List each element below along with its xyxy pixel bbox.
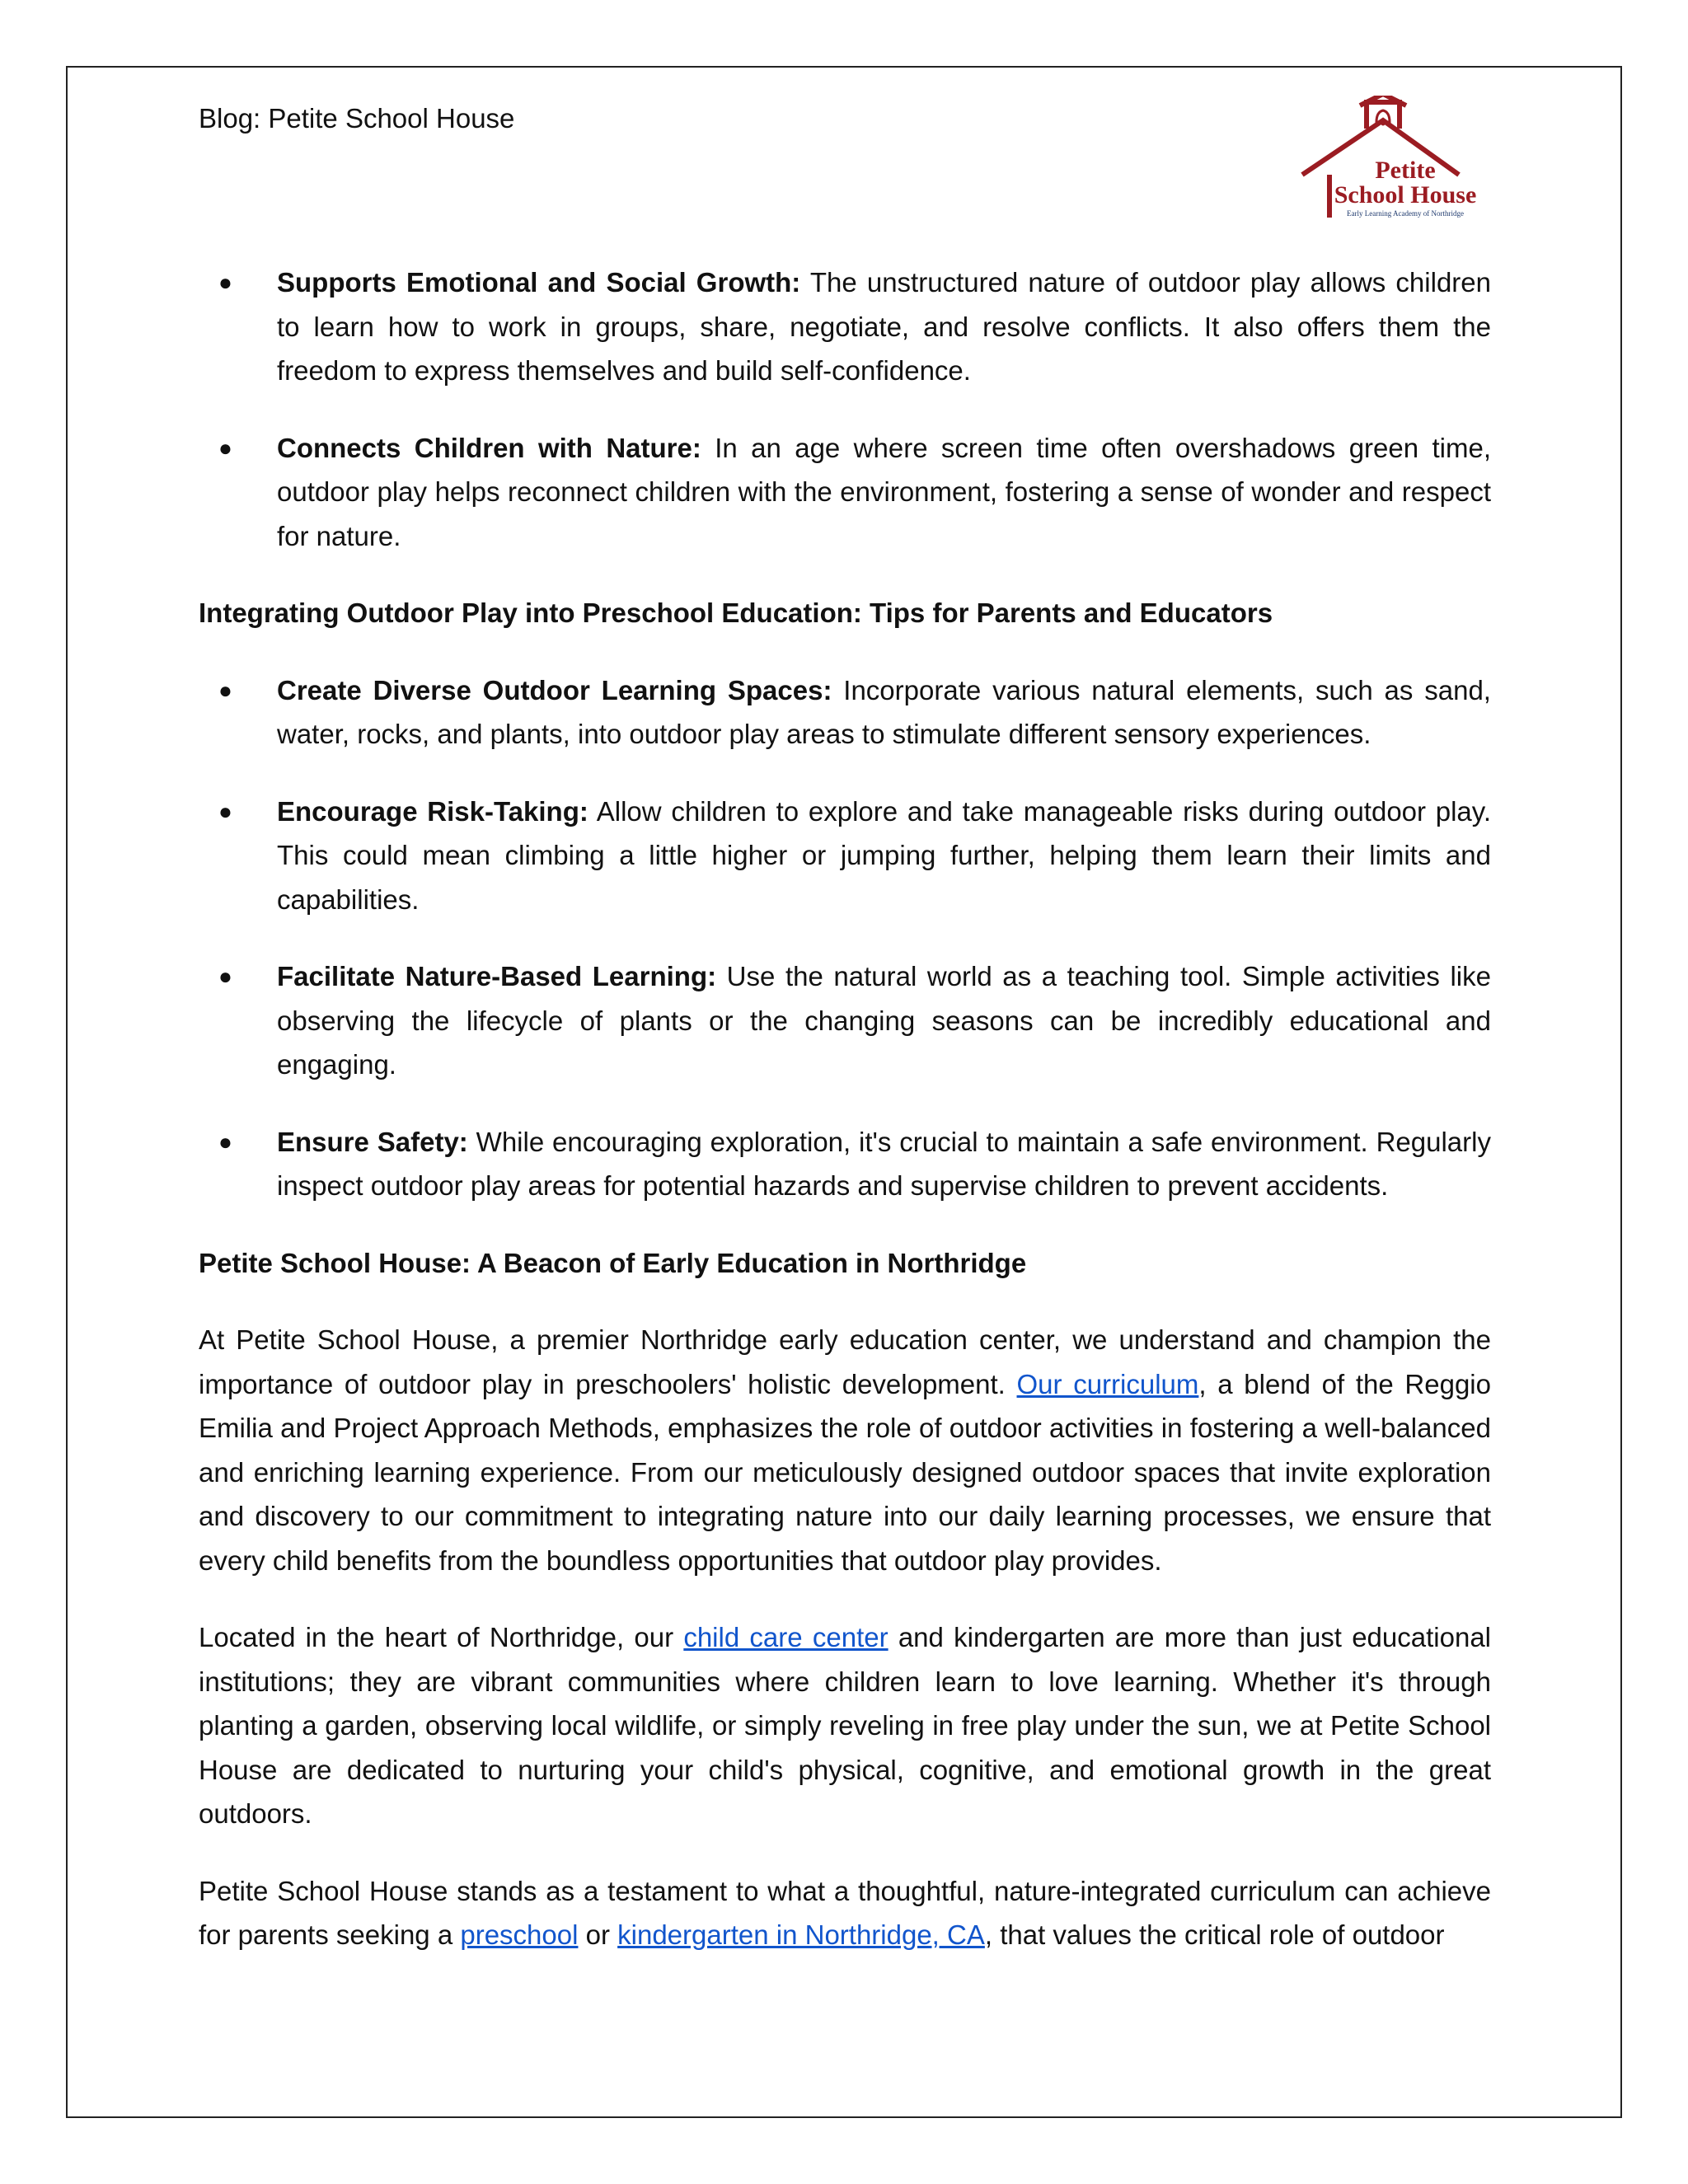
bullet-dot: ● bbox=[218, 798, 232, 824]
bullet-item bbox=[199, 954, 1491, 1087]
bullet-text: Incorporate various natural elements, such as sand, water, rocks, and plants, into outdoor play areas to stimulate different sensory experiences. bbox=[277, 674, 1491, 749]
paragraph-testament: Petite School House stands as a testament to what a thoughtful, nature-integrated curriculum can achieve for parents seeking a preschool or kindergarten in Northridge, CA, that values the critical role of outdoor bbox=[199, 1875, 1491, 1950]
bullet-item bbox=[199, 790, 1491, 922]
bullet-item bbox=[199, 260, 1491, 393]
kindergarten-northridge-link[interactable]: kindergarten in Northridge, CA bbox=[617, 1919, 985, 1950]
bullet-text: The unstructured nature of outdoor play allows children to learn how to work in groups, share, negotiate, and resolve conflicts. It also offers them the freedom to express themselves and build self-confidence. bbox=[277, 267, 1491, 386]
child-care-center-link[interactable]: child care center bbox=[683, 1622, 889, 1652]
bullet-text: While encouraging exploration, it's crucial to maintain a safe environment. Regularly inspect outdoor play areas for potential hazards and supervise children to prevent accidents. bbox=[277, 1126, 1491, 1201]
bullet-text: Use the natural world as a teaching tool. Simple activities like observing the lifecycle of plants or the changing seasons can be incredibly educational and engaging. bbox=[277, 961, 1491, 1080]
bullet-item bbox=[199, 1120, 1491, 1208]
logo-line-1: Petite bbox=[1375, 157, 1436, 184]
section-heading-beacon: Petite School House: A Beacon of Early Education in Northridge bbox=[199, 1247, 1027, 1278]
bullet-text: Allow children to explore and take manageable risks during outdoor play. This could mean climbing a little higher or jumping further, helping them learn their limits and capabilities. bbox=[277, 795, 1491, 915]
bullet-title: Ensure Safety: bbox=[277, 1126, 468, 1157]
article-body bbox=[199, 260, 1491, 1957]
paragraph-location: Located in the heart of Northridge, our child care center and kindergarten are more than just educational institutions; they are vibrant communities where children learn to love learning. Whether it's through planting a garden, observing local wildlife, or simply reveling in free play under the sun, we at Petite School House are dedicated to nurturing your child's physical, cognitive, and emotional growth in the great outdoors. bbox=[199, 1622, 1492, 1829]
bullet-dot: ● bbox=[218, 269, 232, 295]
bullet-item bbox=[199, 668, 1491, 757]
bullet-title: Facilitate Nature-Based Learning: bbox=[277, 961, 717, 991]
our-curriculum-link[interactable]: Our curriculum bbox=[1016, 1368, 1199, 1399]
bullet-text: In an age where screen time often overshadows green time, outdoor play helps reconnect children with the environment, fostering a sense of wonder and respect for nature. bbox=[277, 432, 1491, 551]
bullet-item bbox=[199, 426, 1491, 559]
paragraph-curriculum: At Petite School House, a premier Northridge early education center, we understand and champion the importance of outdoor play in preschoolers' holistic development. Our curriculum, a blend of the Reggio Emilia and Project Approach Methods, emphasizes the role of outdoor activities in fostering a well-balanced and enriching learning experience. From our meticulously designed outdoor spaces that invite exploration and discovery to our commitment to integrating nature into our daily learning processes, we ensure that every child benefits from the boundless opportunities that outdoor play provides. bbox=[199, 1324, 1491, 1576]
preschool-link[interactable]: preschool bbox=[460, 1919, 579, 1950]
school-house-logo bbox=[1294, 96, 1484, 224]
bullet-dot: ● bbox=[218, 1128, 232, 1155]
bullet-dot: ● bbox=[218, 434, 232, 461]
bullet-title: Encourage Risk-Taking: bbox=[277, 795, 588, 827]
bullet-dot: ● bbox=[218, 963, 232, 989]
bullet-title: Connects Children with Nature: bbox=[277, 432, 701, 463]
bullet-title: Supports Emotional and Social Growth: bbox=[277, 267, 801, 298]
bullet-dot: ● bbox=[218, 677, 232, 703]
bullet-title: Create Diverse Outdoor Learning Spaces: bbox=[277, 674, 832, 705]
section-heading-tips: Integrating Outdoor Play into Preschool Education: Tips for Parents and Educators bbox=[199, 598, 1273, 628]
logo-tagline: Early Learning Academy of Northridge bbox=[1347, 209, 1464, 218]
blog-header: Blog: Petite School House bbox=[199, 103, 515, 134]
logo-line-2: School House bbox=[1334, 181, 1477, 209]
